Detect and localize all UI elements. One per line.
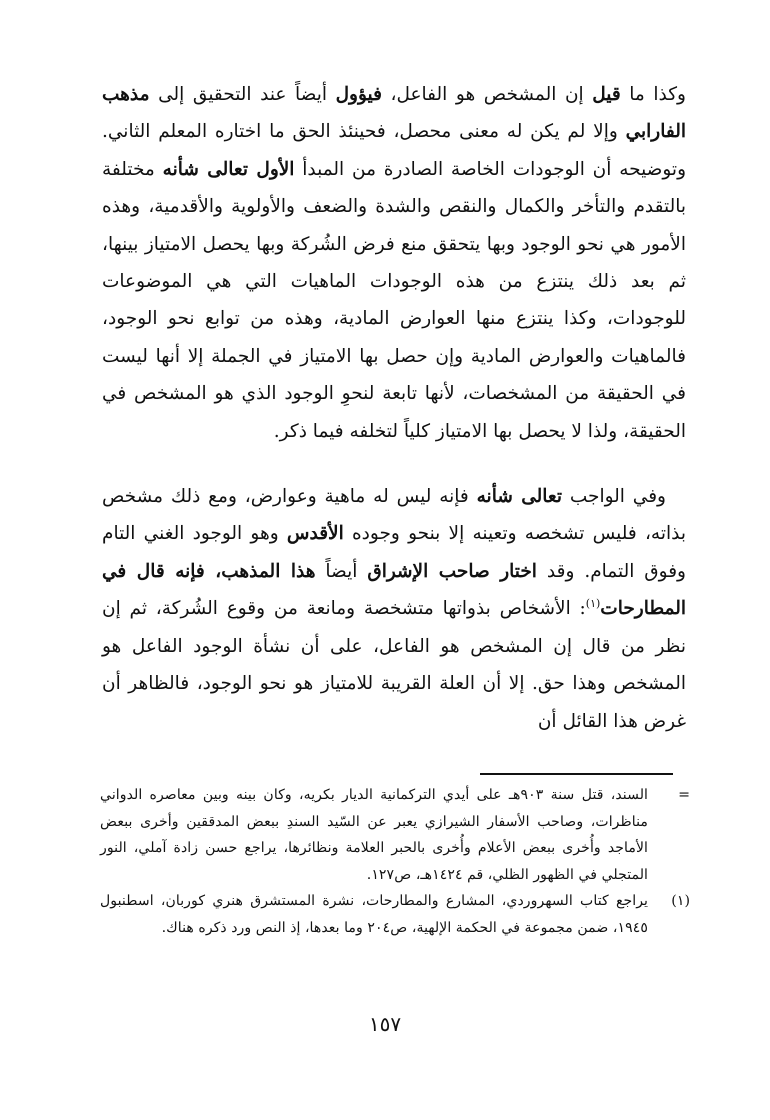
text-run: : الأشخاص بذواتها متشخصة ومانعة من وقوع الشُركة، ثم إن نظر من قال إن المشخص هو الفاعل، على أن نشأة الوجود الفاعل هو المشخص وهذا حق. إلا أن العلة القريبة للامتياز هو نحو الوجود، فالظاهر أن غرض هذا القائل أن bbox=[102, 598, 686, 732]
text-run: أيضاً عند التحقيق إلى bbox=[149, 84, 336, 105]
page-number: ١٥٧ bbox=[368, 1012, 402, 1036]
text-run: مختلفة بالتقدم والتأخر والكمال والنقص والشدة والضعف والأولوية والأقدمية، وهذه الأمور هي نحو الوجود وبها يتحقق منع فرض الشُركة وبها يحصل الامتياز بينها، ثم بعد ذلك ينتزع من هذه الوجودات الماهيات التي هي الموضوعات للوجودات، وكذا ينتزع منها العوارض المادية، وهذه من توابع نحو الوجود، فالماهيات والعوارض المادية وإن حصل بها الامتياز في الجملة إلا أنها ليست في الحقيقة من المشخصات، لأنها تابعة لنحوِ الوجود الذي هو المشخص في الحقيقة، ولذا لا يحصل بها الامتياز كلياً لتخلفه فيما ذكر. bbox=[102, 158, 686, 442]
footnote-separator bbox=[480, 773, 673, 775]
footnote-mark: = bbox=[678, 787, 690, 803]
bold-run: قيل bbox=[592, 84, 621, 105]
text-run: فإنه ليس له ماهية وعوارض، ومع ذلك مشخص بذاته، فليس تشخصه وتعينه إلا بنحو وجوده bbox=[102, 486, 687, 545]
bold-run: مذهب الفارابي bbox=[102, 84, 686, 143]
bold-run: اختار صاحب الإشراق bbox=[367, 560, 537, 582]
footnote-1 bbox=[100, 888, 690, 941]
text-run: وكذا ما bbox=[620, 84, 686, 105]
text-run: وفي الواجب bbox=[562, 486, 666, 508]
footnote-mark: (١) bbox=[671, 893, 690, 910]
paragraph-1 bbox=[102, 76, 686, 450]
bold-run: تعالى شأنه bbox=[476, 486, 563, 508]
text-run: وهو الوجود الغني التام وفوق التمام. وقد bbox=[102, 523, 686, 582]
footnote-text: يراجع كتاب السهروردي، المشارع والمطارحات، نشرة المستشرق هنري كوربان، اسطنبول ١٩٤٥، ضمن مجموعة في الحكمة الإلهية، ص٢٠٤ وما بعدها، إذ النص ورد ذكره هناك. bbox=[100, 893, 648, 936]
bold-run: فيؤول bbox=[335, 84, 382, 105]
bold-run: الأول تعالى شأنه bbox=[162, 158, 295, 180]
footnote-continuation bbox=[100, 782, 690, 888]
text-run: إن المشخص هو الفاعل، bbox=[381, 84, 593, 105]
footnote-text: السند، قتل سنة ٩٠٣هـ على أيدي التركمانية الديار بكريه، وكان بينه وبين معاصره الدواني مناظرات، وصاحب الأسفار الشيرازي يعبر عن السّيد السندِ ببعض المدققين وأخرى ببعض الأماجد وأُخرى ببعض الأعلام وأُخرى بالحبر العلامة ونظائرها، يراجع حسن زادة آملي، النور المتجلي في الظهور الظلي، قم ١٤٢٤هـ، ص١٢٧. bbox=[100, 787, 649, 883]
bold-run: هذا المذهب، فإنه قال في المطارحات bbox=[102, 560, 686, 620]
bold-run: الأقدس bbox=[286, 523, 344, 545]
paragraph-2 bbox=[102, 478, 686, 740]
main-text bbox=[102, 76, 686, 740]
text-run: أيضاً bbox=[315, 560, 368, 582]
text-run: وإلا لم يكن له معنى محصل، فحينئذ الحق ما اختاره المعلم الثاني. وتوضيحه أن الوجودات الخاصة الصادرة من المبدأ bbox=[102, 121, 686, 180]
footnote-reference: (١) bbox=[585, 597, 601, 611]
footnotes bbox=[100, 782, 690, 942]
